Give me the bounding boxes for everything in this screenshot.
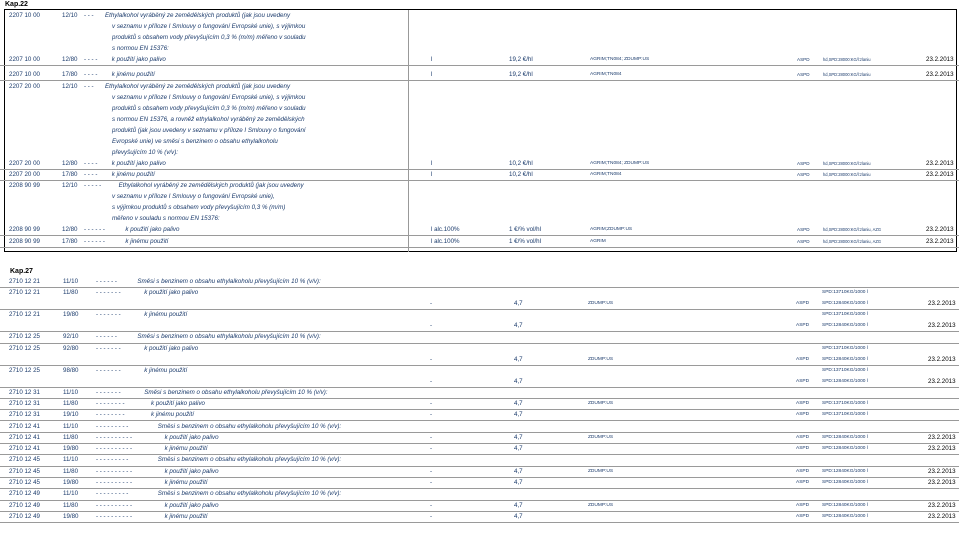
table-row (0, 92, 959, 103)
description: k jinému použití (164, 479, 208, 486)
tariff-code: 2710 12 21 (9, 289, 40, 297)
unit: - (430, 433, 433, 441)
unit: - (430, 300, 433, 308)
spd-primary: SPD:13710KG/1000 l (822, 345, 868, 351)
table-row (0, 81, 959, 92)
duty-rate: 10,2 €/hl (509, 171, 533, 178)
description: k jinému použití (164, 512, 208, 520)
conditions: AGRIM;TN084 (590, 172, 622, 177)
tariff-code: 2710 12 31 (9, 411, 40, 419)
conditions: AGRIM;TN084; ZDUMP:US (590, 161, 650, 166)
unit: l (431, 171, 433, 178)
indent-dashes: - - - (84, 83, 94, 90)
spd-note: hd,SPD:28000:KG/l:zlaniu, AZG (823, 227, 882, 232)
indent-dashes: - - - - - - - - - - (96, 512, 133, 520)
duty-rate: 4,7 (514, 479, 523, 486)
indent-dashes: - - - - - - - - - - (96, 467, 133, 475)
unit: l alc.100% (431, 226, 460, 233)
aspd-flag: ASPD (796, 378, 810, 384)
unit: - (430, 467, 433, 475)
spd-primary: SPD:12840KG/1000 l (822, 434, 868, 440)
spd-primary: SPD:13710KG/1000 l (822, 412, 868, 418)
indent-dashes: - - - - - - - (96, 344, 121, 352)
aspd-flag: ASPD (797, 227, 810, 232)
description: k použití jako palivo (151, 399, 205, 407)
description: Směsi s benzinem o obsahu ethylalkoholu převyšujícím 10 % (v/v): (157, 490, 342, 498)
aspd-flag: ASPD (796, 446, 810, 452)
tariff-code: 2710 12 25 (9, 366, 40, 374)
description: produktů s obsahem vody převyšujícím 0,3 % (m/m) měřeno v souladu (112, 105, 306, 112)
unit: l (431, 56, 433, 63)
tariff-code: 2207 20 00 (9, 160, 40, 167)
indent-dashes: - - - - - - - - - (96, 456, 129, 464)
tariff-code: 2710 12 41 (9, 422, 40, 430)
indent-dashes: - - - - - - (96, 333, 117, 341)
unit: l (431, 71, 433, 78)
zdump: ZDUMP:US (588, 434, 614, 440)
indent-dashes: - - - - - - (96, 278, 117, 285)
conditions: AGRIM;ZDUMP:US (590, 227, 633, 232)
conditions: AGRIM;TN084; ZDUMP:US (590, 57, 650, 62)
description: produktů s obsahem vody převyšujícím 0,3 % (m/m) měřeno v souladu (112, 34, 306, 41)
indent-dashes: - - - - (84, 160, 98, 167)
tariff-code: 2710 12 45 (9, 456, 40, 464)
spd-note: hd,SPD:28000:KG/l:zlaniu (823, 57, 871, 62)
indent-dashes: - - - - - - - (96, 289, 121, 297)
description: Ethylalkohol vyráběný ze zemědělských produktů (jak jsou uvedeny (118, 182, 304, 189)
zdump: ZDUMP:US (588, 400, 614, 406)
spd-note: hd,SPD:28000:KG/l:zlaniu (823, 161, 871, 166)
subcode: 11/80 (63, 501, 79, 509)
tariff-code: 2710 12 25 (9, 344, 40, 352)
date: 23.2.2013 (928, 501, 956, 509)
subcode: 19/10 (63, 411, 79, 419)
unit: l (431, 160, 433, 167)
indent-dashes: - - - - (84, 56, 98, 63)
aspd-flag: ASPD (796, 301, 810, 307)
table-row (0, 147, 959, 158)
subcode: 11/80 (63, 433, 79, 441)
subcode: 98/80 (63, 366, 79, 374)
description: k použití jako palivo (144, 289, 199, 297)
indent-dashes: - - - - (84, 71, 98, 78)
table-row (0, 202, 959, 213)
unit: - (430, 399, 433, 407)
date: 23.2.2013 (926, 56, 954, 63)
indent-dashes: - - - - - - (84, 238, 105, 245)
subcode: 19/80 (63, 311, 79, 319)
date: 23.2.2013 (928, 445, 956, 453)
table-row (0, 180, 959, 191)
description: k použití jako palivo (164, 467, 219, 475)
duty-rate: 4,7 (514, 399, 523, 407)
date: 23.2.2013 (928, 322, 956, 330)
indent-dashes: - - - - - - - (96, 311, 121, 319)
table-row (0, 309, 959, 332)
conditions: AGRIM (590, 239, 606, 244)
description: produktů (jak jsou uvedeny v seznamu v příloze I Smlouvy o fungování (112, 127, 306, 134)
tariff-code: 2207 10 00 (9, 56, 40, 63)
duty-rate: 10,2 €/hl (509, 160, 533, 167)
table-row (0, 43, 959, 54)
date: 23.2.2013 (928, 355, 956, 363)
duty-rate: 1 €/% vol/hl (509, 238, 541, 245)
subcode: 92/80 (63, 344, 79, 352)
spd-primary: SPD:13710KG/1000 l (822, 312, 868, 318)
spd-primary: SPD:13710KG/1000 l (822, 290, 868, 296)
tariff-code: 2710 12 41 (9, 433, 40, 441)
tariff-code: 2207 20 00 (9, 83, 40, 90)
indent-dashes: - - - - - - - (96, 366, 121, 374)
description: s normou EN 15376, a rovněž ethylalkohol vyráběný ze zemědělských (112, 116, 305, 123)
subcode: 17/80 (62, 171, 78, 178)
zdump: ZDUMP:US (588, 468, 614, 474)
date: 23.2.2013 (926, 171, 954, 178)
duty-rate: 4,7 (514, 445, 523, 453)
tariff-code: 2207 20 00 (9, 171, 40, 178)
date: 23.2.2013 (926, 238, 954, 245)
description: převyšujícím 10 % (v/v): (112, 149, 179, 156)
duty-rate: 4,7 (514, 355, 523, 363)
table-row (0, 21, 959, 32)
spd-primary: SPD:13710KG/1000 l (822, 400, 868, 406)
spd-secondary: SPD:12840KG/1000 l (822, 301, 868, 307)
subcode: 12/80 (62, 160, 78, 167)
unit: - (430, 479, 433, 486)
zdump: ZDUMP:US (588, 502, 614, 508)
aspd-flag: ASPD (797, 72, 810, 77)
indent-dashes: - - - - - - (84, 226, 105, 233)
tariff-code: 2710 12 49 (9, 512, 40, 520)
spd-secondary: SPD:12840KG/1000 l (822, 378, 868, 384)
subcode: 92/10 (63, 333, 79, 341)
table-row (0, 511, 959, 523)
date: 23.2.2013 (926, 160, 954, 167)
duty-rate: 19,2 €/hl (509, 56, 533, 63)
description: v seznamu v příloze I Smlouvy o fungování Evropské unie), (112, 193, 275, 200)
duty-rate: 4,7 (514, 322, 523, 330)
table-row (0, 10, 959, 21)
subcode: 11/10 (63, 278, 79, 285)
aspd-flag: ASPD (796, 502, 810, 508)
tariff-code: 2710 12 25 (9, 333, 40, 341)
indent-dashes: - - - - - - - - - - (96, 445, 133, 453)
description: k jinému použití (111, 71, 155, 78)
description: Směsi s benzinem o obsahu ethylalkoholu převyšujícím 10 % (v/v): (157, 456, 342, 464)
subcode: 12/80 (62, 56, 78, 63)
date: 23.2.2013 (928, 377, 956, 385)
indent-dashes: - - - - - - - - - (96, 490, 129, 498)
indent-dashes: - - - - - - - - (96, 411, 125, 419)
spd-note: hd,SPD:28000:KG/l:zlaniu (823, 172, 871, 177)
duty-rate: 4,7 (514, 512, 523, 520)
subcode: 19/80 (63, 445, 79, 453)
description: k použití jako palivo (164, 433, 219, 441)
tariff-code: 2710 12 31 (9, 399, 40, 407)
duty-rate: 4,7 (514, 300, 523, 308)
spd-secondary: SPD:12840KG/1000 l (822, 356, 868, 362)
duty-rate: 4,7 (514, 467, 523, 475)
unit: - (430, 445, 433, 453)
subcode: 12/80 (62, 226, 78, 233)
date: 23.2.2013 (926, 226, 954, 233)
aspd-flag: ASPD (797, 172, 810, 177)
aspd-flag: ASPD (796, 400, 810, 406)
description: Směsi s benzinem o obsahu ethylalkoholu převyšujícím 10 % (v/v): (157, 422, 342, 430)
duty-rate: 1 €/% vol/hl (509, 226, 541, 233)
conditions: AGRIM;TN084 (590, 72, 622, 77)
aspd-flag: ASPD (796, 468, 810, 474)
date: 23.2.2013 (928, 433, 956, 441)
unit: - (430, 377, 433, 385)
duty-rate: 19,2 €/hl (509, 71, 533, 78)
table-row (0, 191, 959, 202)
subcode: 19/80 (63, 512, 79, 520)
aspd-flag: ASPD (797, 239, 810, 244)
subcode: 12/10 (62, 83, 78, 90)
description: k použití jako palivo (111, 56, 166, 63)
subcode: 11/10 (63, 422, 79, 430)
description: k jinému použití (144, 311, 188, 319)
spd-primary: SPD:13710KG/1000 l (822, 367, 868, 373)
description: s výjimkou produktů s obsahem vody převyšujícím 0,3 % (m/m) (112, 204, 286, 211)
spd-primary: SPD:12840KG/1000 l (822, 480, 868, 485)
tariff-code: 2710 12 49 (9, 490, 40, 498)
table-row (0, 54, 959, 66)
unit: - (430, 411, 433, 419)
description: Ethylalkohol vyráběný ze zemědělských produktů (jak jsou uvedeny (105, 12, 291, 19)
duty-rate: 4,7 (514, 377, 523, 385)
table-row (0, 69, 959, 81)
table-row (0, 343, 959, 366)
tariff-code: 2710 12 41 (9, 445, 40, 453)
description: v seznamu v příloze I Smlouvy o fungování Evropské unie), s výjimkou (112, 23, 306, 30)
description: k jinému použití (151, 411, 194, 419)
kap22-heading: Kap.22 (5, 1, 28, 8)
date: 23.2.2013 (928, 479, 956, 486)
tariff-code: 2208 90 99 (9, 238, 40, 245)
description: k použití jako palivo (144, 344, 199, 352)
unit: l alc.100% (431, 238, 460, 245)
zdump: ZDUMP:US (588, 356, 614, 362)
table-row (0, 136, 959, 147)
subcode: 11/80 (63, 467, 79, 475)
indent-dashes: - - - - - - - - (96, 399, 125, 407)
tariff-code: 2710 12 49 (9, 501, 40, 509)
indent-dashes: - - - - - (84, 182, 102, 189)
description: Směsi s benzinem o obsahu ethylalkoholu převyšujícím 10 % (v/v): (137, 333, 321, 341)
duty-rate: 4,7 (514, 411, 523, 419)
duty-rate: 4,7 (514, 433, 523, 441)
description: k jinému použití (144, 366, 188, 374)
zdump: ZDUMP:US (588, 301, 614, 307)
unit: - (430, 512, 433, 520)
description: v seznamu v příloze I Smlouvy o fungování Evropské unie), s výjimkou (112, 94, 306, 101)
unit: - (430, 355, 433, 363)
table-row (0, 32, 959, 43)
tariff-code: 2710 12 45 (9, 479, 40, 486)
table-row (0, 114, 959, 125)
description: měřeno v souladu s normou EN 15376: (112, 215, 220, 222)
spd-primary: SPD:12840KG/1000 l (822, 513, 868, 519)
spd-primary: SPD:12840KG/1000 l (822, 502, 868, 508)
subcode: 17/80 (62, 238, 78, 245)
description: k použití jako palivo (111, 160, 166, 167)
aspd-flag: ASPD (796, 323, 810, 329)
indent-dashes: - - - - - - - - - - (96, 501, 133, 509)
description: Směsi s benzinem o obsahu ethylalkoholu převyšujícím 10 % (v/v): (137, 278, 321, 285)
subcode: 12/10 (62, 182, 78, 189)
aspd-flag: ASPD (797, 161, 810, 166)
kap27-heading: Kap.27 (10, 268, 33, 275)
aspd-flag: ASPD (796, 412, 810, 418)
date: 23.2.2013 (928, 467, 956, 475)
aspd-flag: ASPD (796, 513, 810, 519)
spd-primary: SPD:12840KG/1000 l (822, 446, 868, 452)
tariff-code: 2710 12 21 (9, 278, 40, 285)
date: 23.2.2013 (928, 300, 956, 308)
spd-secondary: SPD:12840KG/1000 l (822, 323, 868, 329)
table-row (0, 287, 959, 310)
unit: - (430, 501, 433, 509)
tariff-code: 2710 12 31 (9, 388, 40, 396)
description: s normou EN 15376: (112, 45, 169, 52)
spd-primary: SPD:12840KG/1000 l (822, 468, 868, 474)
aspd-flag: ASPD (797, 57, 810, 62)
description: Směsi s benzinem o obsahu ethylalkoholu převyšujícím 10 % (v/v): (144, 388, 328, 396)
table-row (0, 103, 959, 114)
description: Evropské unie) ve směsi s benzinem o obsahu ethylalkoholu (112, 138, 278, 145)
date: 23.2.2013 (928, 512, 956, 520)
table-row (0, 236, 959, 248)
indent-dashes: - - - - - - - - - - (96, 479, 133, 486)
description: k jinému použití (125, 238, 169, 245)
description: k použití jako palivo (164, 501, 219, 509)
table-row (0, 365, 959, 388)
tariff-code: 2207 10 00 (9, 12, 40, 19)
subcode: 11/10 (63, 456, 79, 464)
tariff-code: 2208 90 99 (9, 226, 40, 233)
description: Ethylalkohol vyráběný ze zemědělských produktů (jak jsou uvedeny (105, 83, 291, 90)
tariff-code: 2207 10 00 (9, 71, 40, 78)
description: k jinému použití (164, 445, 208, 453)
subcode: 11/10 (63, 388, 79, 396)
spd-note: hd,SPD:28000:KG/l:zlaniu, AZG (823, 239, 882, 244)
subcode: 11/80 (63, 399, 79, 407)
subcode: 11/10 (63, 490, 79, 498)
tariff-code: 2208 90 99 (9, 182, 40, 189)
description: k jinému použití (111, 171, 155, 178)
tariff-code: 2710 12 21 (9, 311, 40, 319)
aspd-flag: ASPD (796, 480, 810, 485)
tariff-code: 2710 12 45 (9, 467, 40, 475)
spd-note: hd,SPD:28000:KG/l:zlaniu (823, 72, 871, 77)
duty-rate: 4,7 (514, 501, 523, 509)
indent-dashes: - - - - - - - - - - (96, 433, 133, 441)
subcode: 12/10 (62, 12, 78, 19)
description: k použití jako palivo (125, 226, 180, 233)
subcode: 19/80 (63, 479, 79, 486)
date: 23.2.2013 (926, 71, 954, 78)
table-row (0, 213, 959, 224)
aspd-flag: ASPD (796, 356, 810, 362)
indent-dashes: - - - - - - - - - (96, 422, 129, 430)
indent-dashes: - - - - - - - (96, 388, 121, 396)
indent-dashes: - - - - (84, 171, 98, 178)
table-row (0, 224, 959, 236)
unit: - (430, 322, 433, 330)
subcode: 17/80 (62, 71, 78, 78)
aspd-flag: ASPD (796, 434, 810, 440)
indent-dashes: - - - (84, 12, 94, 19)
subcode: 11/80 (63, 289, 79, 297)
table-row (0, 125, 959, 136)
